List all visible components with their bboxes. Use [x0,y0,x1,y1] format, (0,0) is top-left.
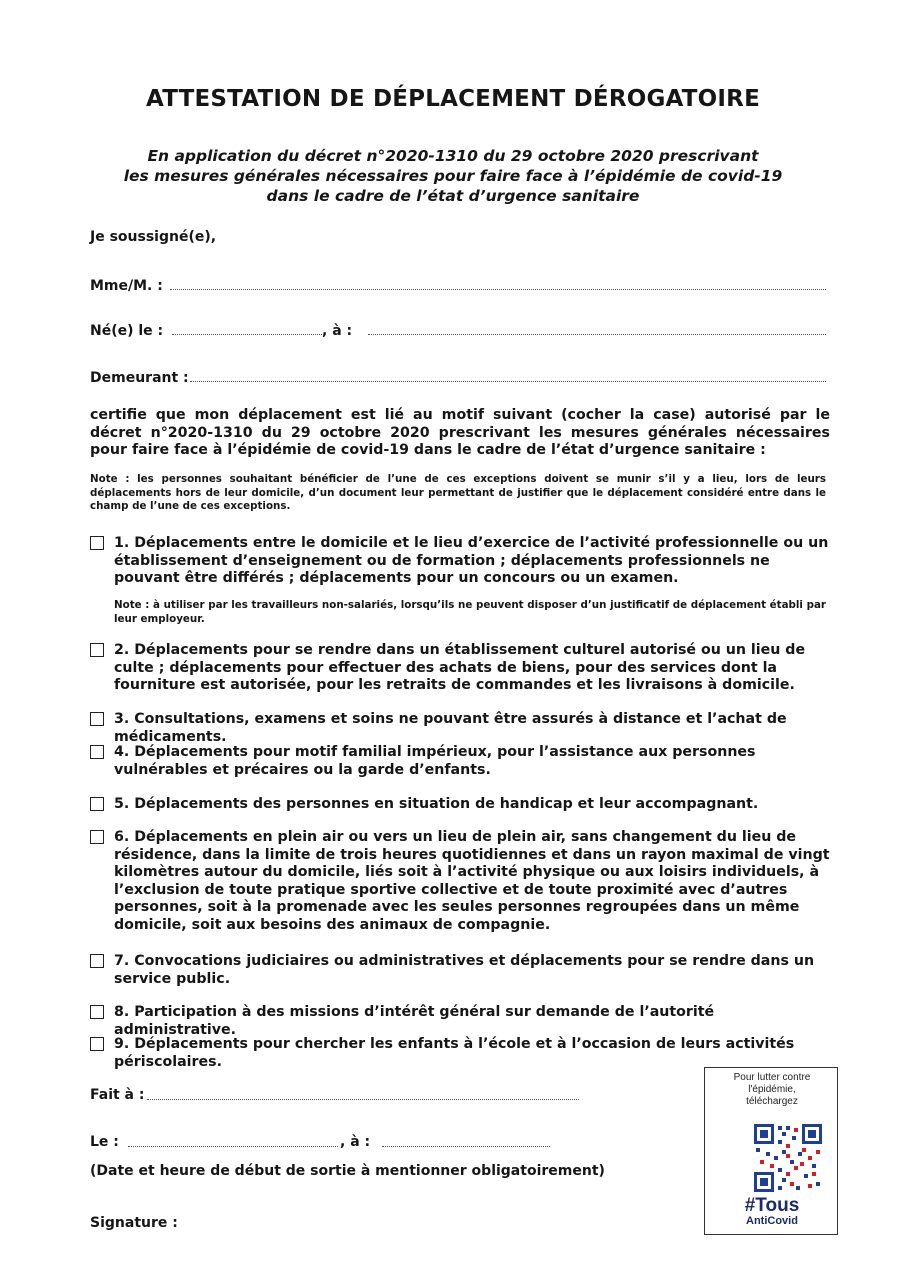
address-field[interactable] [190,381,826,382]
option-5[interactable] [90,796,830,814]
place-field[interactable] [147,1099,579,1100]
date-instruction: (Date et heure de début de sortie à mentionner obligatoirement) [90,1163,605,1179]
promo-hashtag: #Tous [744,1195,800,1216]
promo-caption-line: Pour lutter contre [733,1072,811,1083]
checkbox-option-5[interactable] [90,797,104,811]
promo-caption [705,1072,839,1108]
name-label: Mme/M. : [90,278,163,294]
option-4-label: 4. Déplacements pour motif familial impérieux, pour l’assistance aux personnes vulnérables et précaires ou la garde d’enfants. [114,744,756,778]
subtitle-line: les mesures générales nécessaires pour faire face à l’épidémie de covid-19 [123,167,783,185]
time-label: , à : [340,1134,371,1150]
checkbox-option-7[interactable] [90,954,104,968]
promo-caption-line: l'épidémie, [748,1084,796,1095]
document-subtitle [60,146,846,206]
qr-code-icon[interactable] [752,1122,824,1194]
option-1-note: Note : à utiliser par les travailleurs non-salariés, lorsqu’ils ne peuvent disposer d’un justificatif de déplacement établi par leur employeur. [114,599,826,625]
promo-app-name: AntiCovid [746,1215,798,1227]
checkbox-option-4[interactable] [90,745,104,759]
signature-label: Signature : [90,1215,178,1231]
time-field[interactable] [382,1146,550,1147]
option-8-label: 8. Participation à des missions d’intérêt général sur demande de l’autorité administrative. [114,1004,715,1038]
option-2-label: 2. Déplacements pour se rendre dans un établissement culturel autorisé ou un lieu de culte ; déplacements pour effectuer des achats de biens, pour des services dont la fourniture est autorisée, pour les retraits de commandes et les livraisons à domicile. [114,642,806,693]
option-6-label: 6. Déplacements en plein air ou vers un lieu de plein air, sans changement du lieu de résidence, dans la limite de trois heures quotidiennes et dans un rayon maximal de vingt kilomètres autour du domicile, liés soit à l’activité physique ou aux loisirs individuels, à l’exclusion de toute pratique sportive collective et de toute proximité avec d’autres personnes, soit à la promenade avec les seules personnes regroupées dans un même domicile, soit aux besoins des animaux de compagnie. [114,829,830,933]
anticovid-promo-box[interactable] [704,1067,838,1235]
intro-text: Je soussigné(e), [90,229,217,245]
option-3[interactable] [90,711,830,746]
certify-paragraph: certifie que mon déplacement est lié au motif suivant (cocher la case) autorisé par le décret n°2020-1310 du 29 octobre 2020 prescrivant les mesures générales nécessaires pour faire face à l’épidémie de covid-19 dans le cadre de l’état d’urgence sanitaire : [90,407,830,458]
birth-place-label: , à : [322,323,353,339]
birth-date-label: Né(e) le : [90,323,164,339]
option-1[interactable] [90,535,830,588]
subtitle-line: En application du décret n°2020-1310 du 29 octobre 2020 prescrivant [147,147,759,165]
checkbox-option-9[interactable] [90,1037,104,1051]
checkbox-option-8[interactable] [90,1005,104,1019]
option-8[interactable] [90,1004,830,1039]
option-2[interactable] [90,642,830,695]
general-note: Note : les personnes souhaitant bénéficier de l’une de ces exceptions doivent se munir s’il y a lieu, lors de leurs déplacements hors de leur domicile, d’un document leur permettant de justifier que le déplacement considéré entre dans le champ de l’une de ces exceptions. [90,473,826,512]
option-6[interactable] [90,829,830,934]
date-label: Le : [90,1134,119,1150]
option-9-label: 9. Déplacements pour chercher les enfants à l’école et à l’occasion de leurs activités périscolaires. [114,1036,795,1070]
name-field[interactable] [170,289,826,290]
option-5-label: 5. Déplacements des personnes en situation de handicap et leur accompagnant. [114,796,759,812]
date-field[interactable] [128,1146,338,1147]
checkbox-option-1[interactable] [90,536,104,550]
place-label: Fait à : [90,1087,145,1103]
birth-place-field[interactable] [368,334,826,335]
option-4[interactable] [90,744,830,779]
checkbox-option-2[interactable] [90,643,104,657]
option-7-label: 7. Convocations judiciaires ou administratives et déplacements pour se rendre dans un service public. [114,953,815,987]
option-1-label: 1. Déplacements entre le domicile et le lieu d’exercice de l’activité professionnelle ou un établissement d’enseignement ou de formation ; déplacements professionnels ne pouvant être différés ; déplacements pour un concours ou un examen. [114,535,829,586]
promo-caption-line: téléchargez [746,1096,798,1107]
subtitle-line: dans le cadre de l’état d’urgence sanitaire [266,187,640,205]
birth-date-field[interactable] [172,334,322,335]
checkbox-option-3[interactable] [90,712,104,726]
option-3-label: 3. Consultations, examens et soins ne pouvant être assurés à distance et l’achat de médicaments. [114,711,787,745]
checkbox-option-6[interactable] [90,830,104,844]
address-label: Demeurant : [90,370,189,386]
option-7[interactable] [90,953,830,988]
document-title: ATTESTATION DE DÉPLACEMENT DÉROGATOIRE [145,86,760,112]
option-9[interactable] [90,1036,830,1071]
